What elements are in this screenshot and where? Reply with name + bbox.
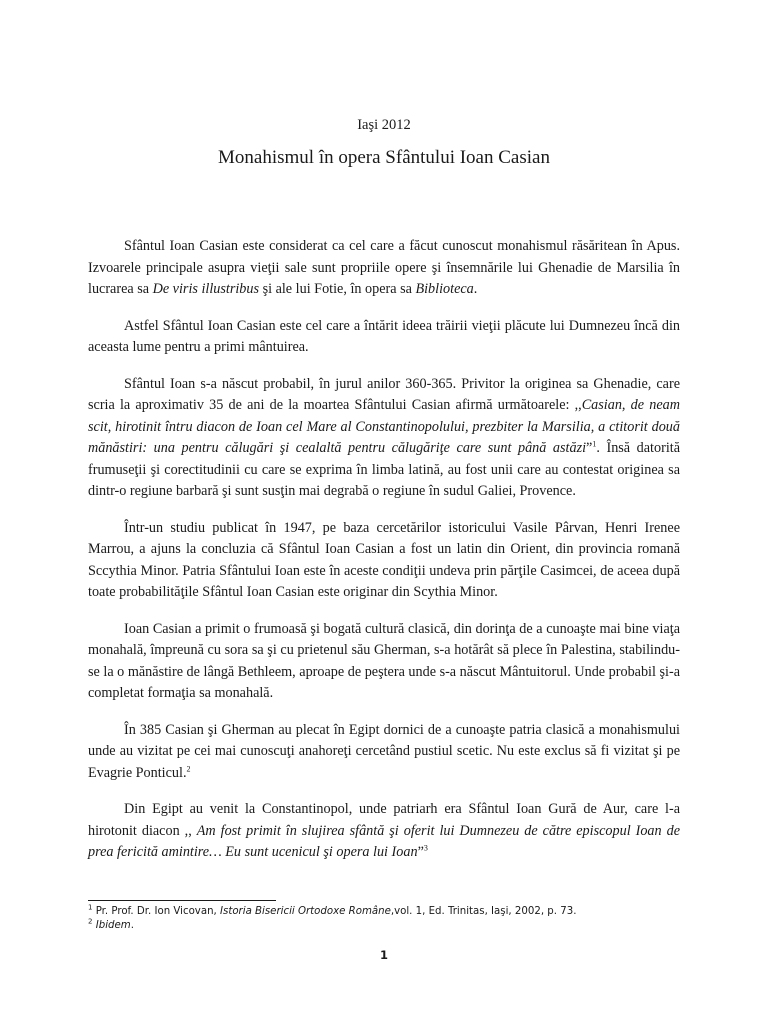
paragraph-4: Într-un studiu publicat în 1947, pe baza cercetărilor istoricului Vasile Pârvan, Henri Irenee Marrou, a ajuns la concluzia că Sfântul Ioan Casian a fost un latin din Orient, din provincia romană Sccythia Minor. Patria Sfântului Ioan este în aceste condiţii undeva prin părţile Casimcei, de aceea după toate probabilităţile Sfântul Ioan Casian este originar din Scythia Minor. bbox=[88, 519, 680, 600]
italic-work-title: Biblioteca bbox=[415, 281, 474, 297]
document-body bbox=[88, 236, 680, 864]
footnote-1: $^1$ Pr. Prof. Dr. Ion Vicovan, Istoria Bisericii Ortodoxe Române,vol. 1, Ed. Trinitas, Iaşi, 2002, p. 73. bbox=[88, 903, 577, 917]
italic-work-title: De viris illustribus bbox=[152, 281, 260, 297]
footnote-ref-1[interactable]: 1 bbox=[592, 439, 597, 449]
italic-quotation: Casian, de neam scit, hirotinit întru diacon de Ioan cel Mare al Constantinopolului, prezbiter la Marsilia, a ctitorit două mănăstiri: una pentru călugări şi cealaltă pentru călugăriţe care sunt până astăzi bbox=[88, 397, 680, 456]
footnote-ref-2[interactable]: 2 bbox=[186, 763, 191, 773]
page-number: 1 bbox=[379, 948, 388, 962]
footnote-ref-3[interactable]: 3 bbox=[423, 843, 428, 853]
paragraph-3: Sfântul Ioan s-a născut probabil, în jurul anilor 360-365. Privitor la originea sa Ghenadie, care scria la aproximativ 35 de ani de la moartea Sfântului Casian afirmă următoarele: ,,Casian, de neam scit, hirotinit întru diacon de Ioan cel Mare al Constantinopolului, prezbiter la Marsilia, a ctitorit două mănăstiri: una pentru călugări şi cealaltă pentru călugăriţe care sunt până astăzi”$^1$. Însă datorită frumuseţii şi corectitudinii cu care se exprima în limba latină, au fost unii care au contestat originea sa dintr-o regiune barbară şi sunt susţin mai degrabă o regiune în sudul Galiei, Provence. bbox=[88, 375, 680, 499]
italic-quotation: Am fost primit în slujirea sfântă şi oferit lui Dumnezeu de către episcopul Ioan de prea fericită amintire… Eu sunt ucenicul şi opera lui Ioan bbox=[88, 822, 680, 860]
footnotes bbox=[88, 905, 688, 933]
paragraph-5: Ioan Casian a primit o frumoasă şi bogată cultură clasică, din dorinţa de a cunoaşte mai bine viaţa monahală, împreună cu sora sa şi cu prietenul său Gherman, s-a hotărât să plece în Palestina, stabilindu-se la o mănăstire de lângă Bethleem, aproape de peştera unde s-a născut Mântuitorul. Unde probabil şi-a completat formaţia sa monahală. bbox=[88, 620, 680, 701]
paragraph-7: Din Egipt au venit la Constantinopol, unde patriarh era Sfântul Ioan Gură de Aur, care l-a hirotonit diacon ,, Am fost primit în slujirea sfântă şi oferit lui Dumnezeu de către episcopul Ioan de prea fericită amintire… Eu sunt ucenicul şi opera lui Ioan”$^3$ bbox=[88, 801, 680, 860]
footnote-separator bbox=[88, 900, 276, 901]
paragraph-2: Astfel Sfântul Ioan Casian este cel care a întărit ideea trăirii vieţii plăcute lui Dumnezeu încă din aceasta lume pentru a primi mântuirea. bbox=[88, 317, 680, 355]
document-title: Monahismul în opera Sfântului Ioan Casian bbox=[218, 147, 550, 168]
paragraph-1: Sfântul Ioan Casian este considerat ca cel care a făcut cunoscut monahismul răsăritean în Apus. Izvoarele principale asupra vieţii sale sunt propriile opere şi însemnările lui Ghenadie de Marsilia în lucrarea sa De viris illustribus şi ale lui Fotie, în opera sa Biblioteca. bbox=[88, 238, 680, 297]
footnote-2: $^2$ Ibidem. bbox=[88, 917, 134, 931]
paragraph-6: În 385 Casian şi Gherman au plecat în Egipt dornici de a cunoaşte patria clasică a monahismului unde au vizitat pe cei mai cunoscuţi anahoreţi cercetând pustiul scetic. Nu este exclus să fi vizitat şi pe Evagrie Ponticul.$^2$ bbox=[88, 721, 680, 781]
place-year-line: Iaşi 2012 bbox=[357, 117, 411, 133]
